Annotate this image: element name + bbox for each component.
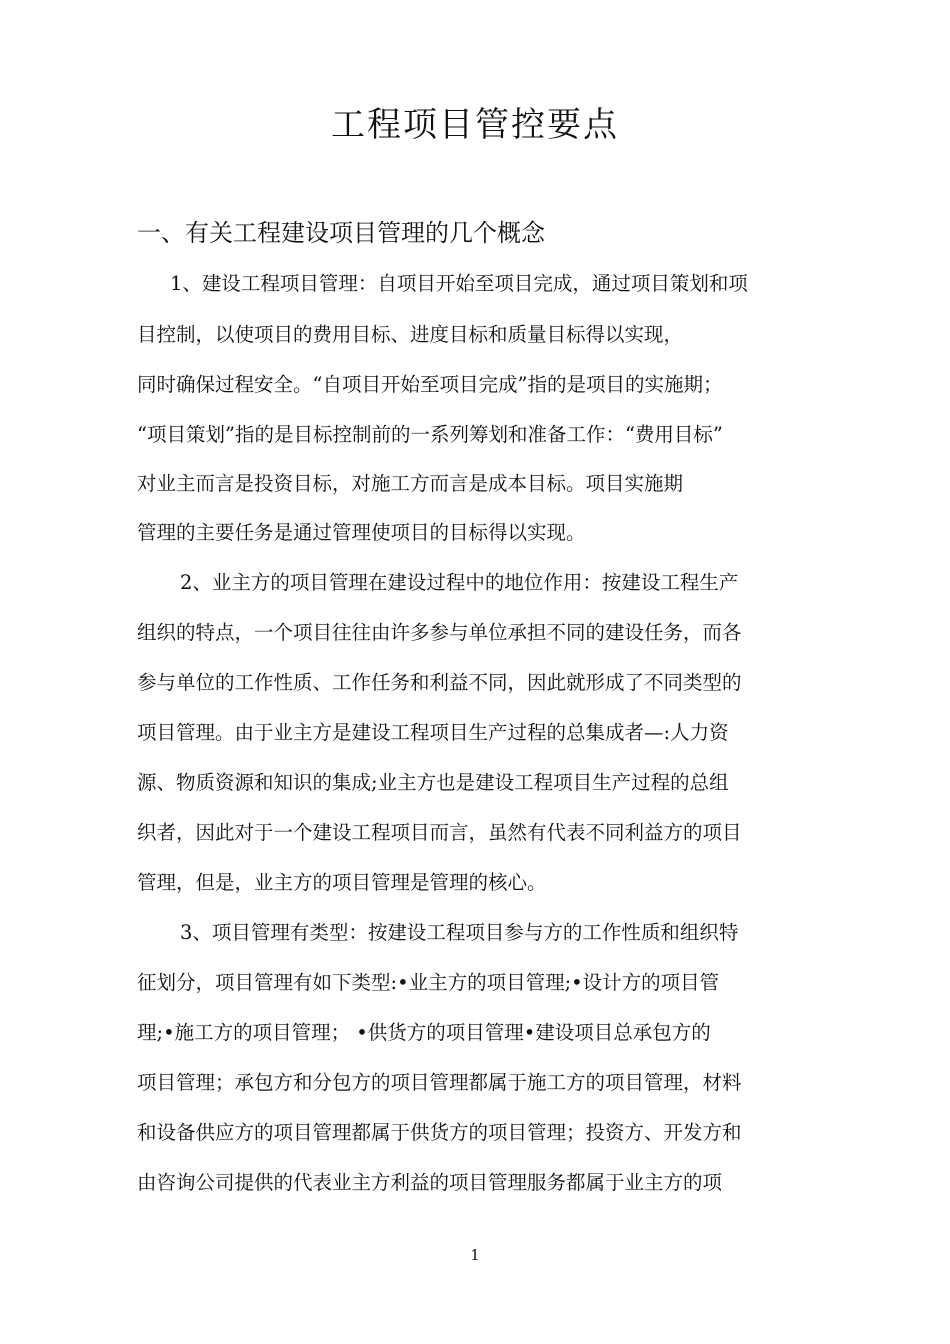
body-line: 同时确保过程安全。“自项目开始至项目完成”指的是项目的实施期； [137, 373, 723, 396]
body-line: “项目策划”指的是目标控制前的一系列筹划和准备工作：“费用目标” [137, 423, 723, 446]
body-line: 管理的主要任务是通过管理使项目的目标得以实现。 [137, 521, 586, 544]
body-line: 项目管理；承包方和分包方的项目管理都属于施工方的项目管理，材料 [137, 1071, 742, 1094]
page-number: 1 [470, 1246, 480, 1264]
body-line: 参与单位的工作性质、工作任务和利益不同，因此就形成了不同类型的 [137, 671, 742, 694]
body-line: 由咨询公司提供的代表业主方利益的项目管理服务都属于业主方的项 [137, 1171, 723, 1194]
body-line: 源、物质资源和知识的集成;业主方也是建设工程项目生产过程的总组 [137, 771, 729, 794]
body-line: 1、建设工程项目管理：自项目开始至项目完成，通过项目策划和项 [170, 272, 748, 295]
body-line: 织者，因此对于一个建设工程项目而言，虽然有代表不同利益方的项目 [137, 821, 742, 844]
document-title: 工程项目管控要点 [331, 105, 619, 145]
body-line: 理;•施工方的项目管理； •供货方的项目管理•建设项目总承包方的 [137, 1021, 711, 1044]
body-line: 2、业主方的项目管理在建设过程中的地位作用：按建设工程生产 [180, 571, 739, 594]
body-line: 3、项目管理有类型：按建设工程项目参与方的工作性质和组织特 [180, 921, 739, 944]
body-line: 组织的特点，一个项目往往由许多参与单位承担不同的建设任务，而各 [137, 621, 742, 644]
body-line: 和设备供应方的项目管理都属于供货方的项目管理；投资方、开发方和 [137, 1121, 742, 1144]
body-line: 管理，但是，业主方的项目管理是管理的核心。 [137, 871, 547, 894]
body-line: 征划分，项目管理有如下类型:•业主方的项目管理;•设计方的项目管 [137, 971, 720, 994]
body-line: 项目管理。由于业主方是建设工程项目生产过程的总集成者—:人力资 [137, 721, 729, 744]
body-line: 对业主而言是投资目标，对施工方而言是成本目标。项目实施期 [137, 472, 684, 495]
body-line: 目控制，以使项目的费用目标、进度目标和质量目标得以实现， [137, 323, 684, 346]
section-heading: 一、有关工程建设项目管理的几个概念 [137, 219, 545, 247]
